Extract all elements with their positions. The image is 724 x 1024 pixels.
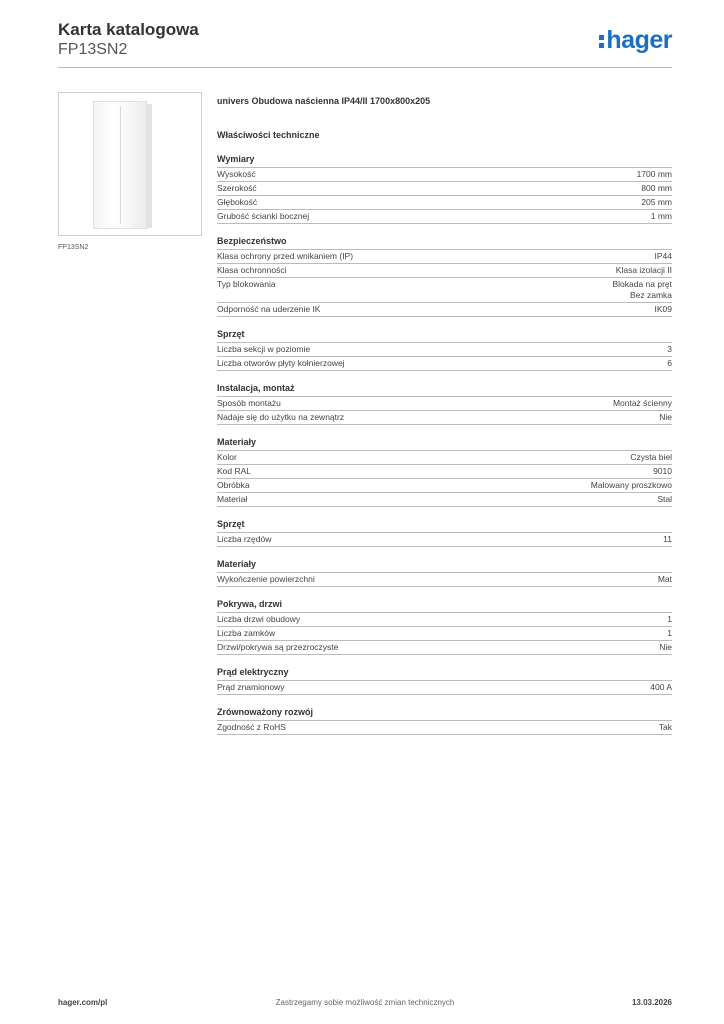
spec-value <box>667 614 672 625</box>
spec-value-line: Malowany proszkowo <box>590 480 672 490</box>
footer-date: 13.03.2026 <box>631 998 672 1007</box>
image-caption: FP13SN2 <box>58 244 89 251</box>
spec-group <box>217 707 672 735</box>
spec-label: Wysokość <box>217 169 256 179</box>
spec-label: Odporność na uderzenie IK <box>217 304 321 314</box>
spec-value-line: 1 <box>667 614 672 624</box>
spec-value-line: Bez zamka <box>629 290 672 300</box>
spec-group <box>217 559 672 587</box>
footer-note: Zastrzegamy sobie możliwość zmian technicznych <box>275 998 455 1007</box>
spec-row <box>217 397 672 411</box>
spec-row <box>217 681 672 695</box>
spec-label: Klasa ochrony przed wnikaniem (IP) <box>217 251 354 261</box>
spec-group-title: Bezpieczeństwo <box>217 236 672 250</box>
spec-row <box>217 573 672 587</box>
cabinet-illustration-icon <box>93 101 147 229</box>
spec-row <box>217 641 672 655</box>
spec-value <box>667 358 672 369</box>
spec-value-line: Klasa izolacji II <box>615 265 672 275</box>
spec-value <box>641 183 672 194</box>
spec-value <box>653 466 672 477</box>
spec-value-line: 9010 <box>653 466 672 476</box>
spec-group-title: Sprzęt <box>217 519 672 533</box>
spec-value <box>667 628 672 639</box>
spec-label: Liczba sekcji w poziomie <box>217 344 311 354</box>
spec-value-line: 1 <box>667 628 672 638</box>
spec-value <box>667 344 672 355</box>
spec-label: Kod RAL <box>217 466 252 476</box>
spec-group <box>217 437 672 507</box>
spec-value <box>591 480 672 491</box>
spec-value-line: Tak <box>658 722 672 732</box>
spec-value-line: IK09 <box>654 304 672 314</box>
product-name: univers Obudowa naścienna IP44/II 1700x800x205 <box>217 96 431 106</box>
spec-label: Klasa ochronności <box>217 265 287 275</box>
spec-row <box>217 411 672 425</box>
spec-value <box>659 642 672 653</box>
spec-value <box>663 534 672 545</box>
spec-value <box>651 211 672 222</box>
spec-row <box>217 168 672 182</box>
spec-value-line: 1700 mm <box>636 169 672 179</box>
logo-text: hager <box>606 26 672 54</box>
spec-heading: Właściwości techniczne <box>217 130 320 140</box>
spec-value-line: 800 mm <box>641 183 672 193</box>
document-title: Karta katalogowa <box>58 20 199 39</box>
spec-value-line: 1 mm <box>650 211 672 221</box>
logo-dots-icon <box>599 32 604 51</box>
spec-group <box>217 329 672 371</box>
spec-row <box>217 451 672 465</box>
spec-row <box>217 303 672 317</box>
spec-value <box>650 682 672 693</box>
spec-row <box>217 627 672 641</box>
spec-label: Liczba zamków <box>217 628 276 638</box>
spec-value-line: 11 <box>663 534 672 544</box>
spec-group-title: Zrównoważony rozwój <box>217 707 672 721</box>
spec-group <box>217 599 672 655</box>
spec-value-line: Nie <box>659 642 672 652</box>
footer-website-link[interactable]: hager.com/pl <box>58 998 108 1007</box>
spec-value <box>657 494 672 505</box>
spec-row <box>217 533 672 547</box>
spec-group-title: Instalacja, montaż <box>217 383 672 397</box>
spec-label: Typ blokowania <box>217 279 276 289</box>
spec-value-line: 400 A <box>650 682 672 692</box>
product-code: FP13SN2 <box>58 41 128 58</box>
spec-row <box>217 493 672 507</box>
spec-label: Liczba otworów płyty kołnierzowej <box>217 358 345 368</box>
spec-row <box>217 210 672 224</box>
spec-group <box>217 519 672 547</box>
spec-value-line: Mat <box>657 574 672 584</box>
spec-label: Materiał <box>217 494 248 504</box>
spec-group-title: Sprzęt <box>217 329 672 343</box>
spec-value-line: Stal <box>657 494 672 504</box>
spec-row <box>217 264 672 278</box>
spec-label: Prąd znamionowy <box>217 682 285 692</box>
spec-group <box>217 667 672 695</box>
spec-label: Liczba rzędów <box>217 534 272 544</box>
spec-label: Wykończenie powierzchni <box>217 574 315 584</box>
spec-section <box>217 96 672 735</box>
spec-label: Sposób montażu <box>217 398 281 408</box>
spec-label: Nadaje się do użytku na zewnątrz <box>217 412 345 422</box>
product-image <box>58 92 202 236</box>
spec-label: Liczba drzwi obudowy <box>217 614 301 624</box>
spec-value-line: IP44 <box>654 251 672 261</box>
page-header <box>58 20 672 60</box>
spec-label: Drzwi/pokrywa są przezroczyste <box>217 642 339 652</box>
spec-value-line: Nie <box>659 412 672 422</box>
spec-value <box>659 722 672 733</box>
spec-value-line: Blokada na pręt <box>612 279 672 289</box>
spec-group-title: Materiały <box>217 437 672 451</box>
spec-value <box>655 304 673 315</box>
header-divider <box>58 67 672 68</box>
spec-value <box>613 398 672 409</box>
spec-value-line: Czysta biel <box>630 452 672 462</box>
spec-value <box>655 251 673 262</box>
spec-row <box>217 479 672 493</box>
spec-group <box>217 154 672 224</box>
spec-row <box>217 250 672 264</box>
spec-label: Obróbka <box>217 480 250 490</box>
spec-row <box>217 278 672 303</box>
spec-row <box>217 182 672 196</box>
spec-label: Zgodność z RoHS <box>217 722 286 732</box>
spec-group-title: Prąd elektryczny <box>217 667 672 681</box>
spec-value-line: 6 <box>667 358 672 368</box>
spec-label: Głębokość <box>217 197 258 207</box>
spec-label: Kolor <box>217 452 237 462</box>
spec-group <box>217 383 672 425</box>
spec-value-line: 3 <box>667 344 672 354</box>
spec-group-title: Pokrywa, drzwi <box>217 599 672 613</box>
spec-value <box>641 197 672 208</box>
spec-value <box>658 574 672 585</box>
spec-value <box>659 412 672 423</box>
spec-value <box>612 279 672 301</box>
spec-row <box>217 343 672 357</box>
spec-group-title: Wymiary <box>217 154 672 168</box>
spec-value-line: Montaż ścienny <box>612 398 672 408</box>
spec-group <box>217 236 672 317</box>
spec-row <box>217 613 672 627</box>
spec-value-line: 205 mm <box>641 197 672 207</box>
spec-row <box>217 196 672 210</box>
spec-value <box>637 169 672 180</box>
spec-row <box>217 357 672 371</box>
spec-value <box>616 265 672 276</box>
spec-label: Szerokość <box>217 183 257 193</box>
spec-row <box>217 465 672 479</box>
hager-logo <box>599 26 672 55</box>
spec-groups <box>217 154 672 735</box>
spec-row <box>217 721 672 735</box>
spec-value <box>630 452 672 463</box>
spec-group-title: Materiały <box>217 559 672 573</box>
spec-label: Grubość ścianki bocznej <box>217 211 310 221</box>
